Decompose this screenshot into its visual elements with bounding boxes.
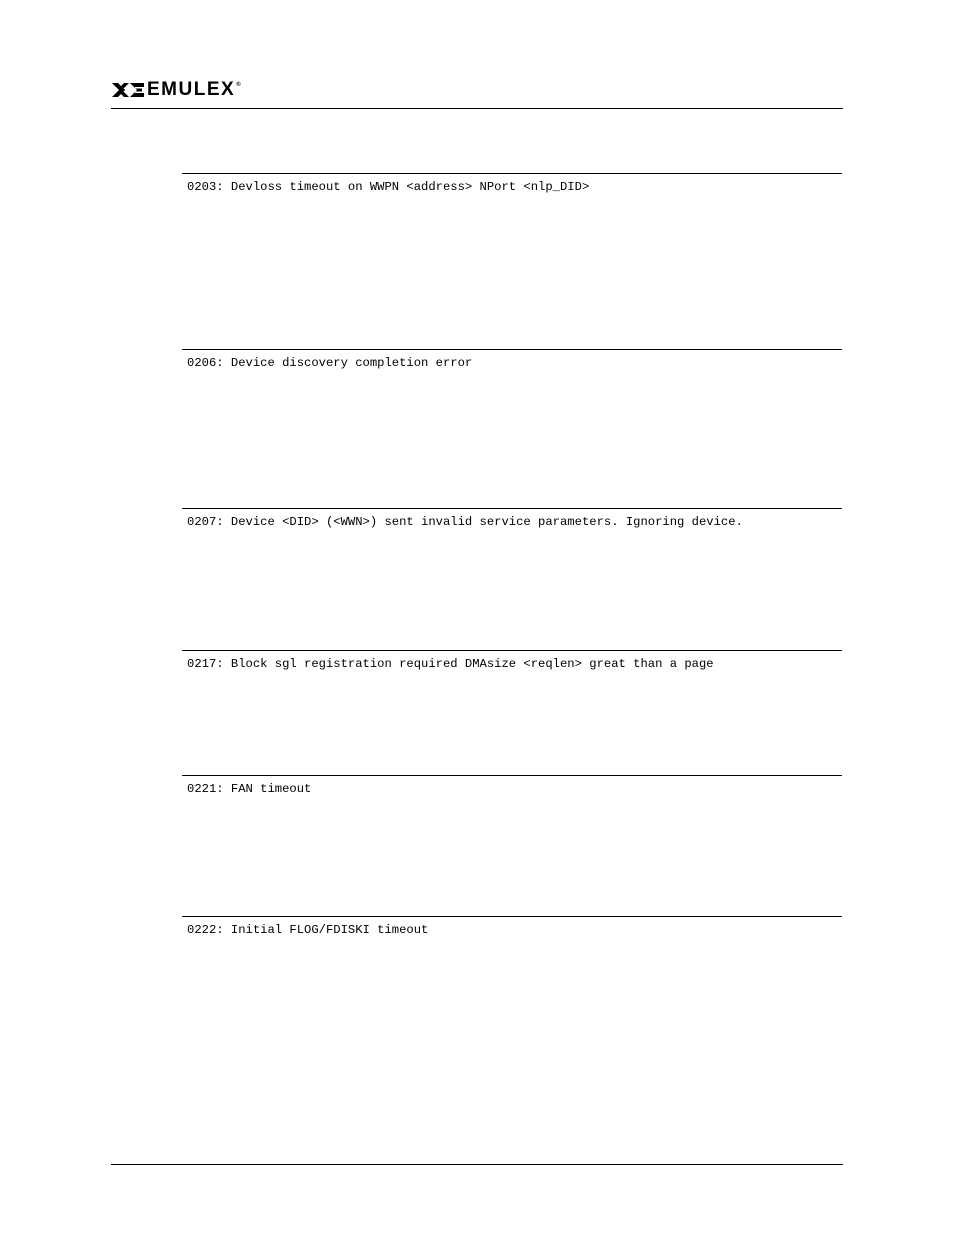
message-text: 0222: Initial FLOG/FDISKI timeout xyxy=(187,923,429,937)
brand-name: EMULEX xyxy=(147,79,236,100)
message-text: 0207: Device <DID> (<WWN>) sent invalid service parameters. Ignoring device. xyxy=(187,515,743,529)
message-block-0217 xyxy=(182,650,842,672)
message-block-0207 xyxy=(182,508,842,530)
message-text: 0221: FAN timeout xyxy=(187,782,312,796)
emulex-logo xyxy=(111,80,241,100)
message-block-0203 xyxy=(182,173,842,195)
message-text: 0217: Block sgl registration required DMAsize <reqlen> great than a page xyxy=(187,657,714,671)
message-block-0221 xyxy=(182,775,842,797)
message-text: 0203: Devloss timeout on WWPN <address> NPort <nlp_DID> xyxy=(187,180,590,194)
message-block-0222 xyxy=(182,916,842,938)
header-divider xyxy=(111,108,843,109)
footer-divider xyxy=(111,1164,843,1165)
emulex-logo-mark-icon xyxy=(111,82,145,98)
message-block-0206 xyxy=(182,349,842,371)
trademark-symbol: ® xyxy=(236,82,241,88)
message-text: 0206: Device discovery completion error xyxy=(187,356,473,370)
